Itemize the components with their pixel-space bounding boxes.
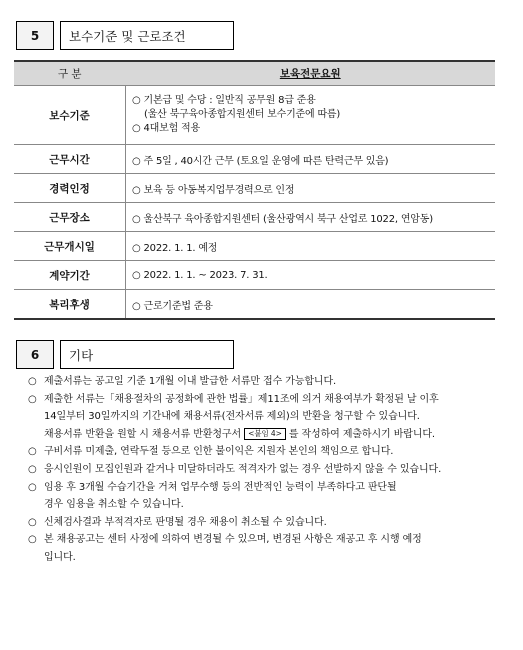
note-continuation bbox=[28, 426, 498, 444]
header-position: 보육전문요원 bbox=[126, 61, 496, 86]
row-value: ○ 2022. 1. 1. ~ 2023. 7. 31. bbox=[126, 261, 496, 290]
row-value: ○ 보육 등 아동복지업무경력으로 인정 bbox=[126, 174, 496, 203]
table-row bbox=[14, 232, 495, 261]
list-item bbox=[28, 443, 498, 461]
row-label: 근무개시일 bbox=[14, 232, 126, 261]
bullet: ○ bbox=[28, 393, 37, 405]
note-continuation: 경우 임용을 취소할 수 있습니다. bbox=[44, 499, 184, 511]
row-value: ○ 주 5일 , 40시간 근무 (토요일 운영에 따른 탄력근무 있음) bbox=[126, 145, 496, 174]
list-item bbox=[28, 479, 498, 497]
notes-list bbox=[28, 373, 498, 567]
note-text: 채용서류 반환을 원할 시 채용서류 반환청구서 bbox=[44, 428, 242, 440]
list-item bbox=[28, 391, 498, 409]
section-number: 5 bbox=[16, 21, 54, 50]
table-row bbox=[14, 203, 495, 232]
table-row bbox=[14, 174, 495, 203]
bullet: ○ bbox=[28, 516, 37, 528]
section-number: 6 bbox=[16, 340, 54, 369]
row-label: 복리후생 bbox=[14, 290, 126, 320]
note-text: 를 작성하여 제출하시기 바랍니다. bbox=[288, 428, 436, 440]
note-text: 신체검사결과 부적격자로 판명될 경우 채용이 취소될 수 있습니다. bbox=[44, 516, 327, 528]
bullet: ○ bbox=[28, 376, 37, 387]
conditions-table bbox=[14, 60, 495, 320]
row-value: ○ 2022. 1. 1. 예정 bbox=[126, 232, 496, 261]
pay-line: ○ 기본급 및 수당 : 일반직 공무원 8급 준용 bbox=[132, 95, 316, 106]
section-title: 기타 bbox=[60, 340, 234, 369]
note-text: 임용 후 3개월 수습기간을 거쳐 업무수행 등의 전반적인 능력이 부족하다고 판단될 bbox=[44, 481, 397, 493]
pay-line: (울산 북구육아종합지원센터 보수기준에 따름) bbox=[144, 109, 341, 120]
note-text: 제출서류는 공고일 기준 1개월 이내 발급한 서류만 접수 가능합니다. bbox=[44, 376, 337, 387]
row-value bbox=[126, 86, 496, 145]
section-6-header bbox=[16, 340, 234, 369]
row-label: 보수기준 bbox=[14, 86, 126, 145]
table-header-row bbox=[14, 61, 495, 86]
table-row bbox=[14, 145, 495, 174]
list-item bbox=[28, 373, 498, 391]
note-text: 구비서류 미제출, 연락두절 등으로 인한 불이익은 지원자 본인의 책임으로 합니다. bbox=[44, 446, 394, 458]
bullet: ○ bbox=[28, 481, 37, 493]
row-value: ○ 울산북구 육아종합지원센터 (울산광역시 북구 산업로 1022, 연암동) bbox=[126, 203, 496, 232]
note-continuation: 입니다. bbox=[44, 551, 76, 563]
note-text: 제출한 서류는「채용절차의 공정화에 관한 법률」제11조에 의거 채용여부가 확정된 날 이후 bbox=[44, 393, 439, 405]
note-text: 본 채용공고는 센터 사정에 의하여 변경될 수 있으며, 변경된 사항은 재공고 후 시행 예정 bbox=[44, 534, 422, 546]
row-label: 근무장소 bbox=[14, 203, 126, 232]
attachment-badge: <붙임 4> bbox=[244, 428, 286, 440]
note-continuation: 14일부터 30일까지의 기간내에 채용서류(전자서류 제외)의 반환을 청구할 수 있습니다. bbox=[44, 411, 420, 423]
bullet: ○ bbox=[28, 463, 37, 475]
header-category: 구 분 bbox=[14, 61, 126, 86]
row-label: 계약기간 bbox=[14, 261, 126, 290]
list-item bbox=[28, 531, 498, 549]
row-label: 근무시간 bbox=[14, 145, 126, 174]
table-row bbox=[14, 290, 495, 320]
table-row bbox=[14, 261, 495, 290]
table-row bbox=[14, 86, 495, 145]
section-5-header bbox=[16, 21, 234, 50]
note-text: 응시인원이 모집인원과 같거나 미달하더라도 적격자가 없는 경우 선발하지 않을 수 있습니다. bbox=[44, 463, 442, 475]
bullet: ○ bbox=[28, 534, 37, 546]
pay-line: ○ 4대보험 적용 bbox=[132, 123, 200, 134]
row-label: 경력인정 bbox=[14, 174, 126, 203]
list-item bbox=[28, 461, 498, 479]
row-value: ○ 근로기준법 준용 bbox=[126, 290, 496, 320]
list-item bbox=[28, 514, 498, 532]
section-title: 보수기준 및 근로조건 bbox=[60, 21, 234, 50]
bullet: ○ bbox=[28, 446, 37, 458]
